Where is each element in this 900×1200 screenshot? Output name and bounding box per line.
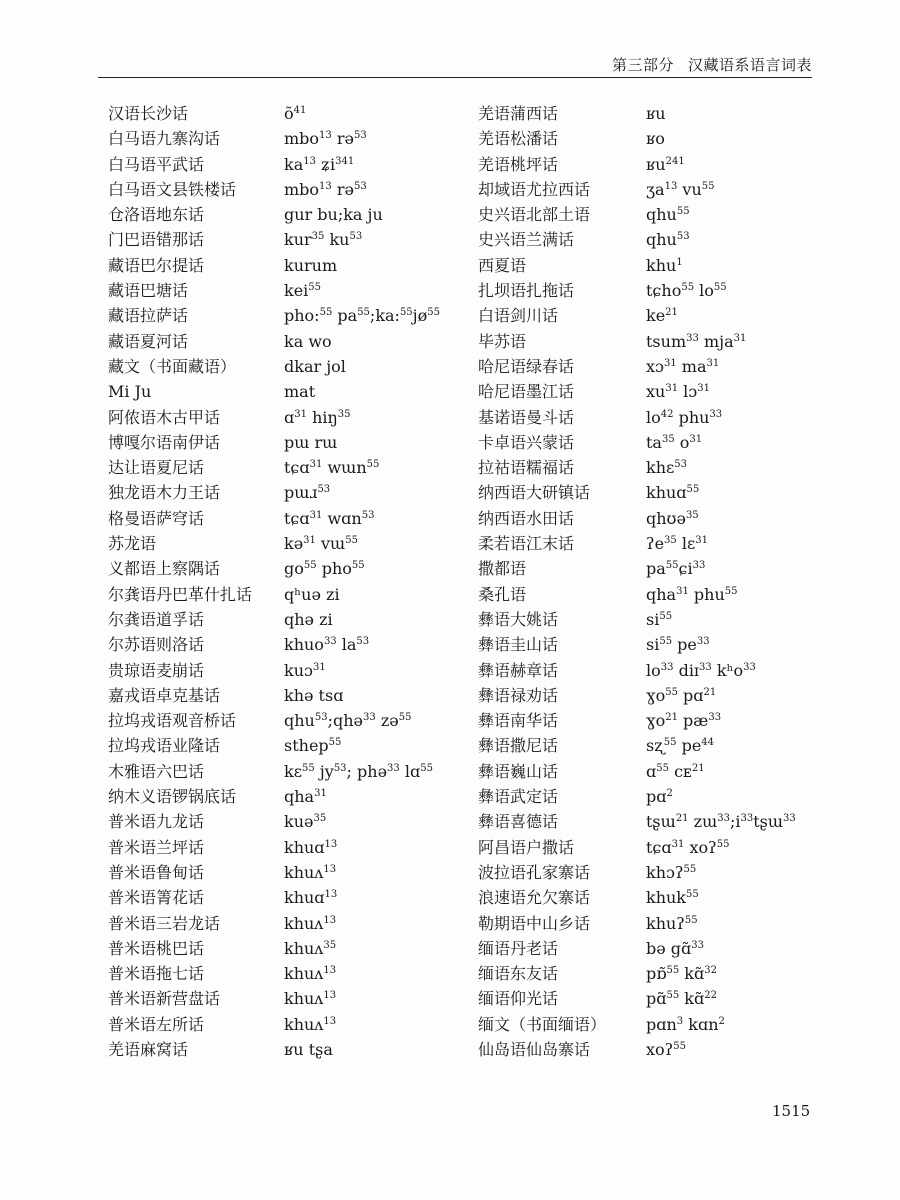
word-form: pɑ$^2$ <box>646 787 673 807</box>
language-name: 西夏语 <box>478 255 527 275</box>
word-form: tɕɑ$^{31}$ wɯn$^{55}$ <box>284 458 380 478</box>
word-form: qha$^{31}$ phu$^{55}$ <box>646 584 738 604</box>
language-name: 扎坝语扎拖话 <box>478 281 575 301</box>
language-name: 勒期语中山乡话 <box>478 913 591 933</box>
word-form: $pa^{55}ɕi^{33}$ <box>646 559 706 579</box>
language-name: 羌语松潘话 <box>478 129 559 149</box>
word-form: $ta^{35}$ $o^{31}$ <box>646 432 703 452</box>
word-form: $si^{55}$ $pe^{33}$ <box>646 635 710 655</box>
word-form: $lo^{33}$ diɪ$^{33}$ kʰo$^{33}$ <box>646 660 756 680</box>
language-name: 波拉语孔家寨话 <box>478 862 591 882</box>
language-name: 普米语兰坪话 <box>108 837 205 857</box>
language-name: 却域语尤拉西话 <box>478 179 591 199</box>
page-number: 1515 <box>772 1102 811 1120</box>
language-name: 普米语桃巴话 <box>108 938 205 958</box>
word-form: kə$^{31}$ vɯ$^{55}$ <box>284 534 358 554</box>
word-form: $ka^{13}$ ʑi$^{341}$ <box>284 154 355 174</box>
word-form: khuɑ$^{13}$ <box>284 837 338 857</box>
language-name: 史兴语北部土语 <box>478 205 591 225</box>
word-form: ɑ$^{55}$ cᴇ$^{21}$ <box>646 761 705 781</box>
language-name: 彝语赫章话 <box>478 660 559 680</box>
language-name: 义都语上察隅话 <box>108 559 221 579</box>
word-form: pɯɹ$^{53}$ <box>284 483 331 503</box>
word-form: ka wo <box>284 331 332 351</box>
language-name: 羌语麻窝话 <box>108 1039 189 1059</box>
word-form: qhu$^{53}$;qhə$^{33}$ zə$^{55}$ <box>284 711 412 731</box>
language-name: 缅文（书面缅语） <box>478 1014 607 1034</box>
word-form: gur bu;ka ju <box>284 205 383 225</box>
language-name: 拉祜语糯福话 <box>478 458 575 478</box>
language-name: 柔若语江末话 <box>478 534 575 554</box>
word-form: khuʌ$^{35}$ <box>284 938 337 958</box>
word-form: xoʔ$^{55}$ <box>646 1039 686 1059</box>
language-name: 藏语巴塘话 <box>108 281 189 301</box>
word-form: pɑn$^3$ kɑn$^2$ <box>646 1014 725 1034</box>
word-form: qhu$^{53}$ <box>646 230 690 250</box>
language-name: 普米语新营盘话 <box>108 989 221 1009</box>
language-name: 白马语文县铁楼话 <box>108 179 237 199</box>
language-name: 尔苏语则洛话 <box>108 635 205 655</box>
language-name: 史兴语兰满话 <box>478 230 575 250</box>
language-name: 纳西语大研镇话 <box>478 483 591 503</box>
language-name: 普米语鲁甸话 <box>108 862 205 882</box>
language-name: 卡卓语兴蒙话 <box>478 432 575 452</box>
word-form: tʂɯ$^{21}$ $zɯ^{33};i^{33}tʂɯ^{33}$ <box>646 812 796 832</box>
language-name: 彝语撒尼话 <box>478 736 559 756</box>
word-form: bə gɑ̃$^{33}$ <box>646 938 705 958</box>
running-header <box>0 54 812 75</box>
word-form: ʁo <box>646 129 665 149</box>
word-form: khɔʔ$^{55}$ <box>646 862 697 882</box>
language-name: 博嘎尔语南伊话 <box>108 432 221 452</box>
language-name: 普米语箐花话 <box>108 888 205 908</box>
word-form: khɛ$^{53}$ <box>646 458 688 478</box>
language-name: 毕苏语 <box>478 331 527 351</box>
word-form: ʁu$^{241}$ <box>646 154 685 174</box>
language-name: 哈尼语墨江话 <box>478 382 575 402</box>
language-name: 彝语巍山话 <box>478 761 559 781</box>
word-form: qhə zi <box>284 609 333 629</box>
language-name: 门巴语错那话 <box>108 230 205 250</box>
word-form: khuʔ$^{55}$ <box>646 913 698 933</box>
word-form: tɕho$^{55}$ $lo^{55}$ <box>646 281 727 301</box>
word-form: qhʊə$^{35}$ <box>646 508 699 528</box>
word-form: khuʌ$^{13}$ <box>284 989 337 1009</box>
word-form: khuʌ$^{13}$ <box>284 964 337 984</box>
header-part: 第三部分 <box>611 56 674 74</box>
language-name: 仓洛语地东话 <box>108 205 205 225</box>
word-form: qha$^{31}$ <box>284 787 327 807</box>
word-form: $lo^{42}$ phu$^{33}$ <box>646 407 723 427</box>
word-form: khu$^1$ <box>646 255 683 275</box>
word-form: khuɑ$^{13}$ <box>284 888 338 908</box>
word-form: pho:$^{55}$ $pa^{55};ka:^{55}jø^{55}$ <box>284 306 440 326</box>
language-name: 白马语九寨沟话 <box>108 129 221 149</box>
language-name: 藏文（书面藏语） <box>108 356 237 376</box>
language-name: 白马语平武话 <box>108 154 205 174</box>
word-form: khuo$^{33}$ $la^{53}$ <box>284 635 370 655</box>
language-name: 基诺语曼斗话 <box>478 407 575 427</box>
language-name: 阿昌语户撒话 <box>478 837 575 857</box>
word-form: khə tsɑ <box>284 685 344 705</box>
word-form: $ke^{21}$ <box>646 306 678 326</box>
language-name: 仙岛语仙岛寨话 <box>478 1039 591 1059</box>
word-form: kuɔ$^{31}$ <box>284 660 326 680</box>
language-name: 桑孔语 <box>478 584 527 604</box>
language-name: 达让语夏尼话 <box>108 458 205 478</box>
language-name: 阿侬语木古甲话 <box>108 407 221 427</box>
language-name: 羌语蒲西话 <box>478 104 559 123</box>
language-name: 纳木义语锣锅底话 <box>108 787 237 807</box>
language-name: 彝语禄劝话 <box>478 685 559 705</box>
word-form: xɔ$^{31}$ $ma^{31}$ <box>646 356 720 376</box>
word-form: ʔe$^{35}$ lɛ$^{31}$ <box>646 534 709 554</box>
language-name: 缅语仰光话 <box>478 989 559 1009</box>
language-name: 普米语拖七话 <box>108 964 205 984</box>
word-form: mbo$^{13}$ rə$^{53}$ <box>284 179 367 199</box>
language-name: 汉语长沙话 <box>108 104 189 123</box>
language-name: 白语剑川话 <box>478 306 559 326</box>
word-form: sthep$^{55}$ <box>284 736 342 756</box>
word-form: khuʌ$^{13}$ <box>284 1014 337 1034</box>
word-form: mat <box>284 382 316 402</box>
word-form: $õ^{41}$ <box>284 104 307 123</box>
word-form: pɒ̃$^{55}$ kɑ̃$^{32}$ <box>646 964 717 984</box>
word-form: tɕɑ$^{31}$ wɑn$^{53}$ <box>284 508 375 528</box>
language-name: 缅语丹老话 <box>478 938 559 958</box>
language-name: 羌语桃坪话 <box>478 154 559 174</box>
language-name: 彝语圭山话 <box>478 635 559 655</box>
word-form: khuk$^{55}$ <box>646 888 699 908</box>
word-form: kei$^{55}$ <box>284 281 322 301</box>
language-name: 哈尼语绿春话 <box>478 356 575 376</box>
language-name: 彝语喜德话 <box>478 812 559 832</box>
word-form: ʒa$^{13}$ $vu^{55}$ <box>646 179 715 199</box>
word-form: ʁu tʂa <box>284 1039 333 1059</box>
word-form: qhu$^{55}$ <box>646 205 690 225</box>
word-form: tsum$^{33}$ mja$^{31}$ <box>646 331 747 351</box>
language-name: 拉坞戎语业隆话 <box>108 736 221 756</box>
word-form: qʰuə zi <box>284 584 340 604</box>
language-name: 撒都语 <box>478 559 527 579</box>
language-name: 普米语九龙话 <box>108 812 205 832</box>
language-name: 拉坞戎语观音桥话 <box>108 711 237 731</box>
header-rule <box>98 77 812 78</box>
word-form: khuʌ$^{13}$ <box>284 913 337 933</box>
language-name: 缅语东友话 <box>478 964 559 984</box>
word-form: kuə$^{35}$ <box>284 812 327 832</box>
word-form: pɑ̃$^{55}$ kɑ̃$^{22}$ <box>646 989 717 1009</box>
language-name: 纳西语水田话 <box>478 508 575 528</box>
language-name: 彝语武定话 <box>478 787 559 807</box>
language-name: 木雅语六巴话 <box>108 761 205 781</box>
word-form: khuɑ$^{55}$ <box>646 483 700 503</box>
language-name: 藏语夏河话 <box>108 331 189 351</box>
word-form: dkar jol <box>284 356 346 376</box>
language-name: 贵琼语麦崩话 <box>108 660 205 680</box>
word-form: $xu^{31}$ lɔ$^{31}$ <box>646 382 710 402</box>
language-name: Mi Ju <box>108 382 152 402</box>
language-name: 尔龚语道孚话 <box>108 609 205 629</box>
language-name: 独龙语木力王话 <box>108 483 221 503</box>
language-name: 彝语南华话 <box>478 711 559 731</box>
language-name: 彝语大姚话 <box>478 609 559 629</box>
word-form: kɛ$^{55}$ $jy^{53}$; phə$^{33}$ lɑ$^{55}$ <box>284 761 433 781</box>
header-title: 汉藏语系语言词表 <box>687 56 812 74</box>
language-name: 浪速语允欠寨话 <box>478 888 591 908</box>
word-form: kurum <box>284 255 338 275</box>
language-name: 尔龚语丹巴革什扎话 <box>108 584 253 604</box>
language-name: 普米语左所话 <box>108 1014 205 1034</box>
language-name: 普米语三岩龙话 <box>108 913 221 933</box>
word-form: sʐ$^{55}$ $pe^{44}$ <box>646 736 715 756</box>
language-name: 苏龙语 <box>108 534 157 554</box>
word-form: khuʌ$^{13}$ <box>284 862 337 882</box>
word-form: pɯ rɯ <box>284 432 338 452</box>
word-form: ɣo$^{55}$ pɑ$^{21}$ <box>646 685 717 705</box>
language-name: 藏语巴尔提话 <box>108 255 205 275</box>
word-form: tɕɑ$^{31}$ xoʔ$^{55}$ <box>646 837 730 857</box>
word-form: $go^{55}$ pho$^{55}$ <box>284 559 365 579</box>
word-form: kur$^{35}$ $ku^{53}$ <box>284 230 363 250</box>
word-form: ɑ$^{31}$ hiŋ$^{35}$ <box>284 407 351 427</box>
language-name: 嘉戎语卓克基话 <box>108 685 221 705</box>
language-name: 格曼语萨穹话 <box>108 508 205 528</box>
word-form: ɣo$^{21}$ $pæ^{33}$ <box>646 711 722 731</box>
word-form: ʁu <box>646 104 666 123</box>
word-form: mbo$^{13}$ rə$^{53}$ <box>284 129 367 149</box>
word-form: $si^{55}$ <box>646 609 673 629</box>
language-name: 藏语拉萨话 <box>108 306 189 326</box>
